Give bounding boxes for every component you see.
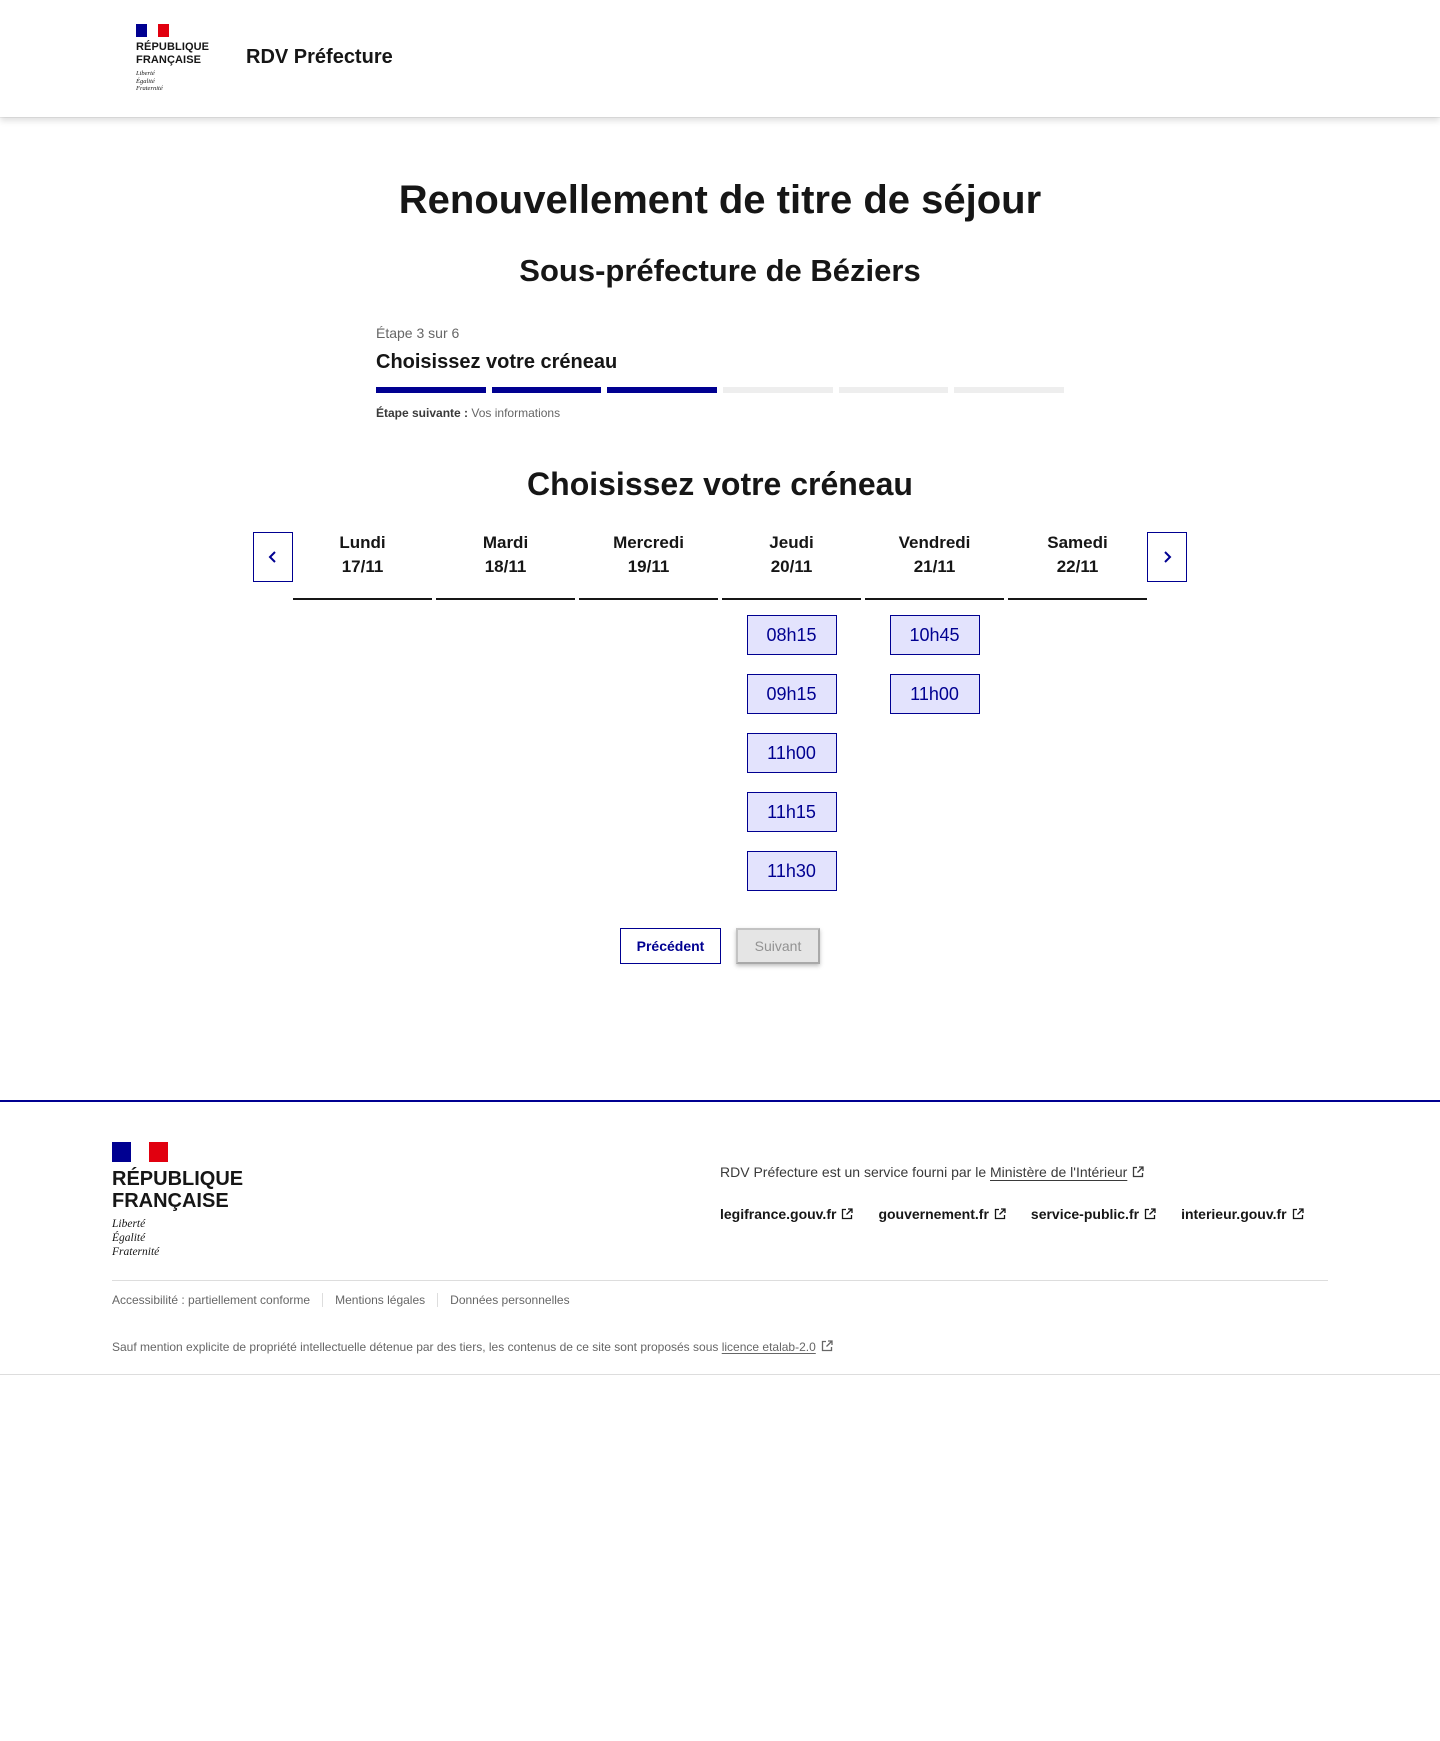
site-header: [0, 0, 1440, 117]
step-segment: [954, 387, 1064, 393]
calendar-title: Choisissez votre créneau: [527, 466, 913, 502]
footer-bottom-links: [112, 1293, 582, 1307]
external-link-icon: [841, 1208, 853, 1220]
footer-external-link[interactable]: [1031, 1206, 1156, 1222]
day-column: [436, 532, 575, 891]
footer-link-label: service-public.fr: [1030, 1206, 1140, 1222]
day-name: Lundi: [339, 533, 386, 552]
external-link-icon: [994, 1208, 1006, 1220]
day-column: [1008, 532, 1147, 891]
step-count: Étape 3 sur 6: [376, 325, 460, 341]
day-underline: [1008, 598, 1147, 600]
marianne-flag-icon: [136, 24, 169, 37]
next-week-button[interactable]: [1147, 532, 1187, 582]
footer-bottom-link[interactable]: Mentions légales: [322, 1293, 437, 1307]
day-column: [722, 532, 861, 891]
step-segment: [839, 387, 949, 393]
day-date: 17/11: [341, 557, 384, 576]
slot-list: [722, 615, 861, 891]
footer-description: [720, 1164, 1144, 1180]
footer-external-link[interactable]: [878, 1206, 1005, 1222]
day-date: 22/11: [1056, 557, 1099, 576]
day-column: [865, 532, 1004, 891]
time-slot-button[interactable]: 08h15: [747, 615, 837, 655]
step-segment: [492, 387, 602, 393]
footer-external-link[interactable]: [720, 1206, 853, 1222]
footer-bottom-line: [0, 1374, 1440, 1375]
step-next: [376, 406, 1064, 420]
footer-logo-text: RÉPUBLIQUE FRANÇAISE: [112, 1168, 244, 1212]
step-segment: [607, 387, 717, 393]
step-next-label: Étape suivante :: [376, 406, 469, 420]
day-name: Vendredi: [898, 533, 971, 552]
previous-week-button[interactable]: [253, 532, 293, 582]
footer-licence: [112, 1340, 833, 1354]
step-segment: [723, 387, 833, 393]
republique-francaise-logo[interactable]: [136, 24, 216, 93]
day-underline: [579, 598, 718, 600]
logo-text: RÉPUBLIQUE FRANÇAISE: [136, 41, 210, 66]
next-button[interactable]: Suivant: [736, 928, 820, 964]
footer-link-label: interieur.gouv.fr: [1181, 1206, 1287, 1222]
footer-links: [720, 1206, 1304, 1222]
logo-motto: Liberté Égalité Fraternité: [136, 70, 163, 92]
day-date: 20/11: [770, 557, 813, 576]
slot-list: [865, 615, 1004, 714]
day-underline: [293, 598, 432, 600]
service-name[interactable]: RDV Préfecture: [246, 46, 393, 68]
calendar-days: [293, 532, 1147, 891]
external-link-icon: [1132, 1166, 1144, 1178]
footer-logo-motto: Liberté Égalité Fraternité: [112, 1218, 160, 1258]
chevron-right-icon: [1160, 550, 1174, 564]
time-slot-button[interactable]: 11h00: [747, 733, 837, 773]
site-footer: [0, 1100, 1440, 1354]
day-underline: [722, 598, 861, 600]
time-slot-button[interactable]: 11h30: [747, 851, 837, 891]
licence-text: Sauf mention explicite de propriété intellectuelle détenue par des tiers, les contenus de ce site sont proposés sous: [112, 1340, 719, 1354]
ministry-link[interactable]: [990, 1164, 1144, 1180]
day-underline: [865, 598, 1004, 600]
day-column: [293, 532, 432, 891]
day-date: 21/11: [913, 557, 956, 576]
step-title: Choisissez votre créneau: [376, 351, 618, 373]
footer-link-label: legifrance.gouv.fr: [720, 1206, 837, 1222]
stepper: [376, 325, 1064, 420]
step-progress-bar: [376, 387, 1064, 393]
day-name: Mercredi: [613, 533, 684, 552]
time-slot-button[interactable]: 11h00: [890, 674, 980, 714]
footer-republique-francaise-logo[interactable]: [112, 1142, 252, 1259]
external-link-icon: [1292, 1208, 1304, 1220]
footer-bottom-link[interactable]: Données personnelles: [437, 1293, 581, 1307]
day-name: Samedi: [1047, 533, 1108, 552]
step-segment: [376, 387, 486, 393]
day-date: 18/11: [484, 557, 527, 576]
external-link-icon: [1144, 1208, 1156, 1220]
footer-bottom-link[interactable]: Accessibilité : partiellement conforme: [112, 1293, 311, 1307]
time-slot-button[interactable]: 09h15: [747, 674, 837, 714]
ministry-link-label: Ministère de l'Intérieur: [990, 1164, 1128, 1180]
day-date: 19/11: [627, 557, 670, 576]
external-link-icon: [821, 1340, 833, 1352]
page-title: Renouvellement de titre de séjour: [398, 178, 1042, 222]
previous-button[interactable]: Précédent: [620, 928, 721, 964]
step-next-value: Vos informations: [471, 406, 561, 420]
time-slot-button[interactable]: 10h45: [890, 615, 980, 655]
day-name: Mardi: [482, 533, 529, 552]
marianne-flag-icon: [112, 1142, 168, 1162]
licence-link[interactable]: [722, 1340, 833, 1354]
day-name: Jeudi: [769, 533, 814, 552]
day-column: [579, 532, 718, 891]
day-underline: [436, 598, 575, 600]
chevron-left-icon: [266, 550, 280, 564]
page-subtitle: Sous-préfecture de Béziers: [519, 253, 921, 288]
licence-link-label: licence etalab-2.0: [721, 1340, 816, 1354]
footer-divider: [112, 1280, 1328, 1281]
footer-external-link[interactable]: [1181, 1206, 1304, 1222]
footer-description-text: RDV Préfecture est un service fourni par le: [720, 1164, 987, 1180]
time-slot-button[interactable]: 11h15: [747, 792, 837, 832]
footer-link-label: gouvernement.fr: [878, 1206, 989, 1222]
